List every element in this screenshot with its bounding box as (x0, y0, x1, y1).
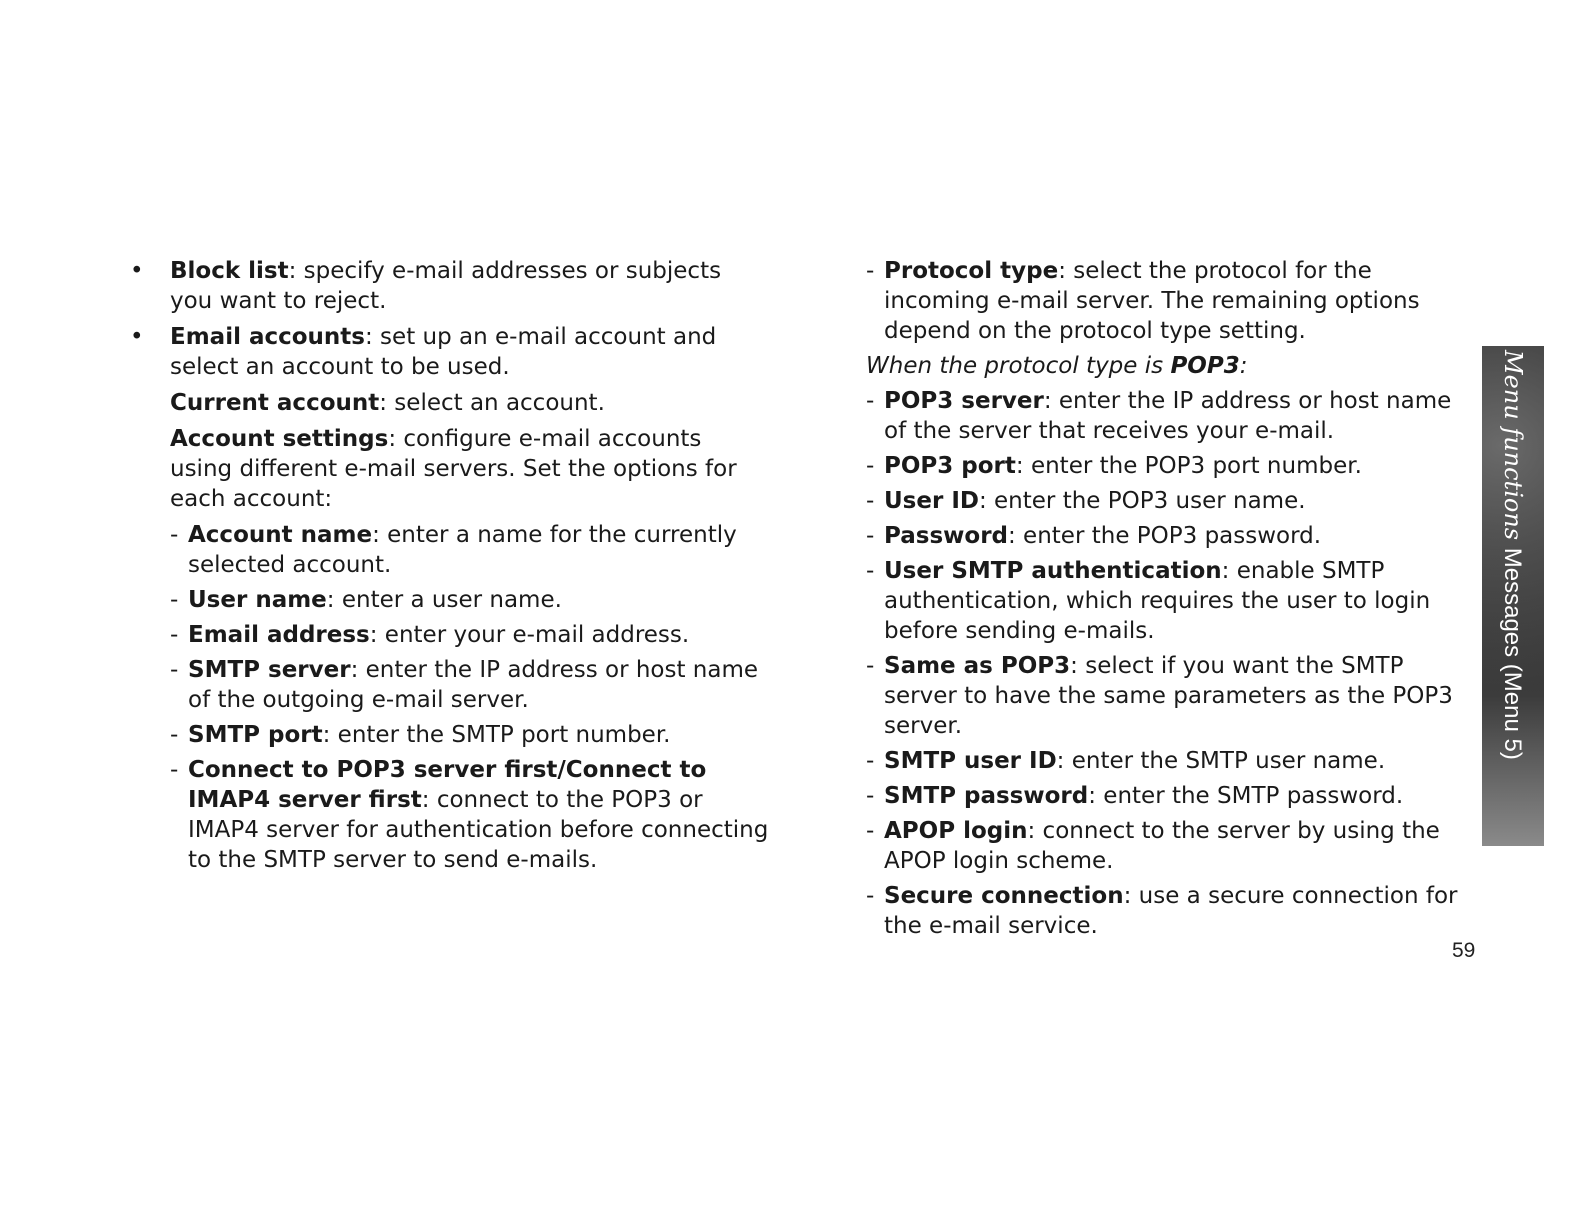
dash-symbol: - (170, 522, 179, 548)
term-pop3-port: POP3 port (884, 453, 1016, 479)
term-user-smtp-auth: User SMTP authentication (884, 558, 1222, 584)
desc-smtp-password: : enter the SMTP password. (1088, 783, 1404, 809)
term-connect-first: Connect to POP3 server first/Connect to IMAP4 server first (188, 757, 707, 813)
dash-item-user-smtp-auth (866, 556, 1466, 646)
dash-item-password (866, 521, 1466, 551)
term-user-id: User ID (884, 488, 979, 514)
desc-user-smtp-auth: : enable SMTP authentication, which requires the user to login before sending e-mails. (884, 558, 1431, 644)
dash-item-smtp-server (170, 655, 770, 715)
dash-symbol: - (170, 622, 179, 648)
desc-apop-login: : connect to the server by using the APOP login scheme. (884, 818, 1440, 874)
desc-account-settings: : configure e-mail accounts using different e-mail servers. Set the options for each account: (170, 426, 737, 512)
dash-symbol: - (866, 558, 875, 584)
term-email-address: Email address (188, 622, 370, 648)
dash-symbol: - (866, 748, 875, 774)
dash-symbol: - (170, 757, 179, 783)
desc-pop3-server: : enter the IP address or host name of the server that receives your e-mail. (884, 388, 1452, 444)
term-smtp-server: SMTP server (188, 657, 351, 683)
dash-item-pop3-server (866, 386, 1466, 446)
dash-item-account-name (170, 520, 770, 580)
dash-symbol: - (866, 523, 875, 549)
dash-symbol: - (866, 883, 875, 909)
desc-connect-first: : connect to the POP3 or IMAP4 server for authentication before connecting to the SMTP server to send e-mails. (188, 787, 769, 873)
bullet-item-block-list (130, 256, 770, 316)
term-smtp-user-id: SMTP user ID (884, 748, 1057, 774)
dash-item-protocol-type (866, 256, 1466, 346)
side-tab-section: Menu functions (1499, 350, 1527, 541)
dash-symbol: - (866, 653, 875, 679)
dash-symbol: - (170, 587, 179, 613)
condition-suffix: : (1239, 353, 1248, 379)
sub-para-current-account (130, 388, 770, 418)
desc-email-address: : enter your e-mail address. (369, 622, 690, 648)
desc-password: : enter the POP3 password. (1008, 523, 1322, 549)
desc-smtp-user-id: : enter the SMTP user name. (1056, 748, 1386, 774)
desc-same-as-pop3: : select if you want the SMTP server to have the same parameters as the POP3 server. (884, 653, 1453, 739)
left-column (130, 256, 770, 880)
dash-item-smtp-password (866, 781, 1466, 811)
dash-item-same-as-pop3 (866, 651, 1466, 741)
desc-secure-connection: : use a secure connection for the e-mail service. (884, 883, 1458, 939)
term-block-list: Block list (170, 258, 289, 284)
dash-symbol: - (866, 258, 875, 284)
desc-email-accounts: : set up an e-mail account and select an account to be used. (170, 324, 717, 380)
term-password: Password (884, 523, 1008, 549)
dash-symbol: - (170, 657, 179, 683)
bullet-item-email-accounts (130, 322, 770, 382)
term-account-settings: Account settings (170, 426, 389, 452)
dash-item-pop3-port (866, 451, 1466, 481)
dash-symbol: - (866, 488, 875, 514)
dash-item-secure-connection (866, 881, 1466, 941)
dash-symbol: - (170, 722, 179, 748)
dash-symbol: - (866, 818, 875, 844)
side-tab-chapter: Messages (Menu 5) (1499, 547, 1526, 760)
dash-symbol: - (866, 783, 875, 809)
condition-line (866, 351, 1466, 381)
dash-item-connect-first (170, 755, 770, 875)
dash-item-user-name (170, 585, 770, 615)
term-current-account: Current account (170, 390, 380, 416)
term-protocol-type: Protocol type (884, 258, 1059, 284)
term-smtp-password: SMTP password (884, 783, 1089, 809)
sub-para-account-settings (130, 424, 770, 514)
term-account-name: Account name (188, 522, 373, 548)
desc-smtp-server: : enter the IP address or host name of the outgoing e-mail server. (188, 657, 759, 713)
page-number: 59 (1452, 939, 1476, 962)
desc-account-name: : enter a name for the currently selected account. (188, 522, 737, 578)
term-smtp-port: SMTP port (188, 722, 323, 748)
term-apop-login: APOP login (884, 818, 1028, 844)
desc-user-name: : enter a user name. (326, 587, 562, 613)
condition-term: POP3 (1170, 353, 1240, 379)
dash-item-user-id (866, 486, 1466, 516)
desc-pop3-port: : enter the POP3 port number. (1015, 453, 1362, 479)
desc-protocol-type: : select the protocol for the incoming e-mail server. The remaining options depend on the protocol type setting. (884, 258, 1420, 344)
bullet-symbol: • (130, 324, 144, 350)
desc-smtp-port: : enter the SMTP port number. (322, 722, 671, 748)
chapter-side-tab (1482, 346, 1544, 846)
side-tab-label (1482, 346, 1544, 846)
term-pop3-server: POP3 server (884, 388, 1044, 414)
dash-symbol: - (866, 388, 875, 414)
right-column (866, 256, 1466, 946)
term-same-as-pop3: Same as POP3 (884, 653, 1071, 679)
desc-block-list: : specify e-mail addresses or subjects you want to reject. (170, 258, 722, 314)
term-user-name: User name (188, 587, 327, 613)
dash-symbol: - (866, 453, 875, 479)
bullet-symbol: • (130, 258, 144, 284)
dash-item-email-address (170, 620, 770, 650)
dash-item-smtp-port (170, 720, 770, 750)
term-secure-connection: Secure connection (884, 883, 1124, 909)
dash-item-apop-login (866, 816, 1466, 876)
condition-prefix: When the protocol type is (866, 353, 1171, 379)
dash-item-smtp-user-id (866, 746, 1466, 776)
desc-current-account: : select an account. (379, 390, 605, 416)
term-email-accounts: Email accounts (170, 324, 365, 350)
desc-user-id: : enter the POP3 user name. (978, 488, 1306, 514)
